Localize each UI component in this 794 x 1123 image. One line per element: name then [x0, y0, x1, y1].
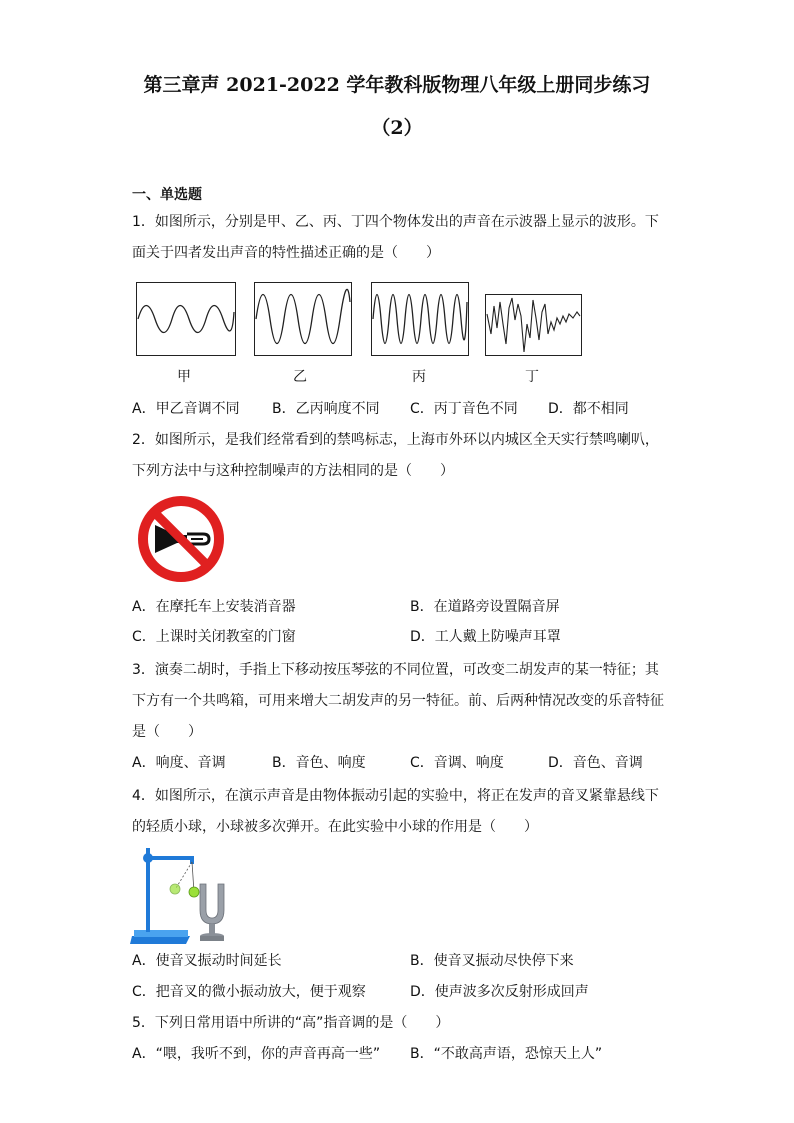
- q4-option-c[interactable]: C．把音叉的微小振动放大，便于观察: [132, 984, 366, 1000]
- tuning-fork-apparatus-illustration: [130, 840, 235, 950]
- q4-option-a[interactable]: A．使音叉振动时间延长: [132, 953, 282, 969]
- label-jia: 甲: [177, 369, 191, 385]
- q1-option-b[interactable]: B．乙丙响度不同: [272, 401, 380, 417]
- label-ding: 丁: [525, 369, 539, 385]
- q2-option-c[interactable]: C．上课时关闭教室的门窗: [132, 629, 296, 645]
- q5-option-b[interactable]: B．“不敢高声语，恐惊天上人”: [410, 1046, 603, 1062]
- page-title: 第三章声 2021-2022 学年教科版物理八年级上册同步练习: [143, 74, 651, 96]
- q2-option-a[interactable]: A．在摩托车上安装消音器: [132, 599, 296, 615]
- section-heading: 一、单选题: [132, 187, 202, 203]
- q3-option-c[interactable]: C．音调、响度: [410, 755, 504, 771]
- q4-text-line2: 的轻质小球，小球被多次弹开。在此实验中小球的作用是（ ）: [132, 819, 538, 835]
- waveform-jia: [136, 282, 236, 356]
- q3-text-line3: 是（ ）: [132, 724, 202, 740]
- waveform-ding: [485, 294, 582, 356]
- q1-option-a[interactable]: A．甲乙音调不同: [132, 401, 240, 417]
- q3-text-line2: 下方有一个共鸣箱，可用来增大二胡发声的另一特征。前、后两种情况改变的乐音特征: [132, 693, 664, 709]
- q5-text-line1: 5．下列日常用语中所讲的“高”指音调的是（ ）: [132, 1015, 450, 1031]
- q1-text-line2: 面关于四者发出声音的特性描述正确的是（ ）: [132, 245, 440, 261]
- q3-option-a[interactable]: A．响度、音调: [132, 755, 226, 771]
- q4-option-b[interactable]: B．使音叉振动尽快停下来: [410, 953, 574, 969]
- q2-option-d[interactable]: D．工人戴上防噪声耳罩: [410, 629, 561, 645]
- label-yi: 乙: [293, 369, 307, 385]
- q1-option-d[interactable]: D．都不相同: [548, 401, 629, 417]
- q4-option-d[interactable]: D．使声波多次反射形成回声: [410, 984, 589, 1000]
- label-bing: 丙: [412, 369, 426, 385]
- q1-text-line1: 1．如图所示，分别是甲、乙、丙、丁四个物体发出的声音在示波器上显示的波形。下: [132, 214, 659, 230]
- q4-text-line1: 4．如图所示，在演示声音是由物体振动引起的实验中，将正在发声的音叉紧靠悬线下: [132, 788, 659, 804]
- waveform-bing: [371, 282, 469, 356]
- q2-option-b[interactable]: B．在道路旁设置隔音屏: [410, 599, 560, 615]
- q3-text-line1: 3．演奏二胡时，手指上下移动按压琴弦的不同位置，可改变二胡发声的某一特征；其: [132, 662, 659, 678]
- q5-option-a[interactable]: A．“喂，我听不到，你的声音再高一些”: [132, 1046, 381, 1062]
- waveform-yi: [254, 282, 352, 356]
- q2-text-line1: 2．如图所示，是我们经常看到的禁鸣标志，上海市外环以内城区全天实行禁鸣喇叭，: [132, 432, 659, 448]
- q1-option-c[interactable]: C．丙丁音色不同: [410, 401, 518, 417]
- q2-text-line2: 下列方法中与这种控制噪声的方法相同的是（ ）: [132, 463, 454, 479]
- q3-option-b[interactable]: B．音色、响度: [272, 755, 366, 771]
- q3-option-d[interactable]: D．音色、音调: [548, 755, 643, 771]
- no-horn-sign-icon: [137, 495, 225, 587]
- page-title-number: （2）: [371, 117, 423, 139]
